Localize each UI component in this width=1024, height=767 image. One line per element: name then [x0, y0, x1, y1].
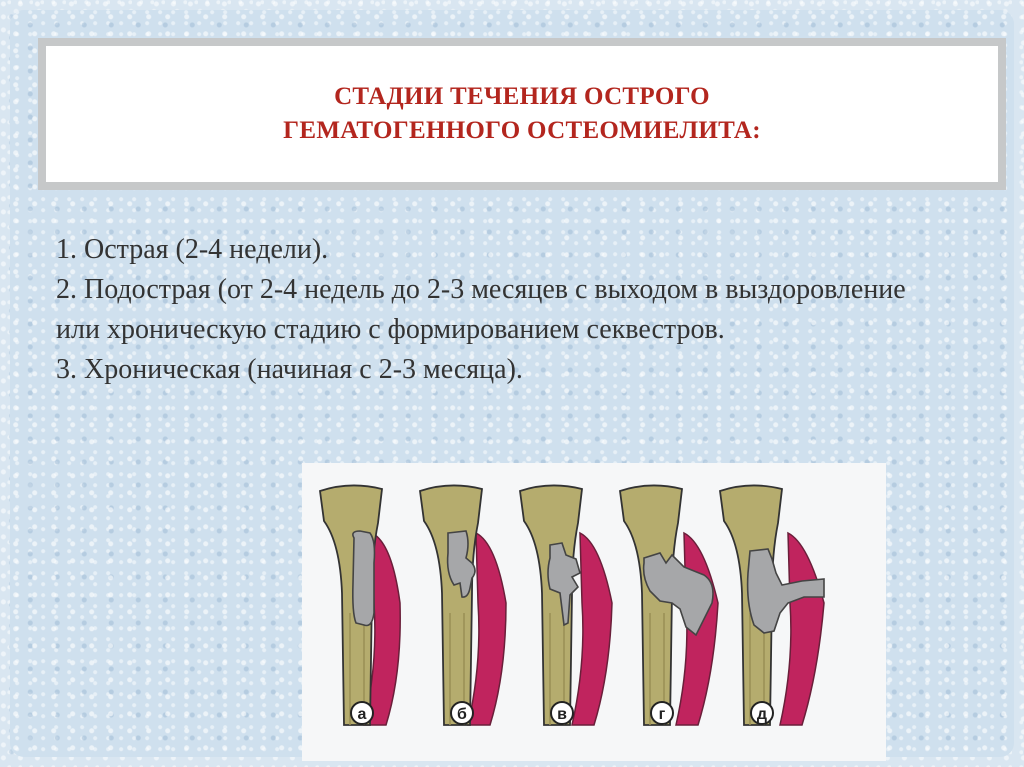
stage-acute: 1. Острая (2-4 недели). — [56, 234, 329, 265]
stage-label: а — [357, 706, 367, 723]
title-line-1: СТАДИИ ТЕЧЕНИЯ ОСТРОГО — [334, 83, 710, 110]
stage-chronic: 3. Хроническая (начиная с 2-3 месяца). — [56, 354, 523, 385]
stage-label: б — [457, 706, 467, 723]
muscle-tissue — [780, 533, 824, 725]
bone-shaft — [420, 485, 482, 725]
bone-stage-4 — [620, 485, 718, 725]
slide-title — [242, 80, 802, 148]
bone-shaft — [520, 485, 582, 725]
bone-stage-5 — [720, 485, 824, 725]
stage-subacute: 2. Подострая (от 2-4 недель до 2-3 месяцев с выходом в выздоровление или хроническую стадию с формированием секвестров. — [56, 274, 906, 345]
bone-stage-2 — [420, 485, 506, 725]
osteomyelitis-stages-figure — [302, 463, 886, 761]
muscle-tissue — [572, 533, 612, 725]
bone-stage-1 — [320, 485, 400, 725]
stage-label: д — [756, 706, 768, 723]
bone-stages-illustration — [302, 463, 886, 761]
title-line-2: ГЕМАТОГЕННОГО ОСТЕОМИЕЛИТА: — [283, 117, 761, 144]
title-frame — [38, 38, 1006, 190]
bone-stage-3 — [520, 485, 612, 725]
stage-label: в — [557, 706, 567, 723]
bone-shaft — [620, 485, 682, 725]
stage-label: г — [658, 706, 666, 723]
pus-focus — [353, 531, 375, 626]
stages-list — [56, 230, 956, 390]
title-panel — [46, 46, 998, 182]
